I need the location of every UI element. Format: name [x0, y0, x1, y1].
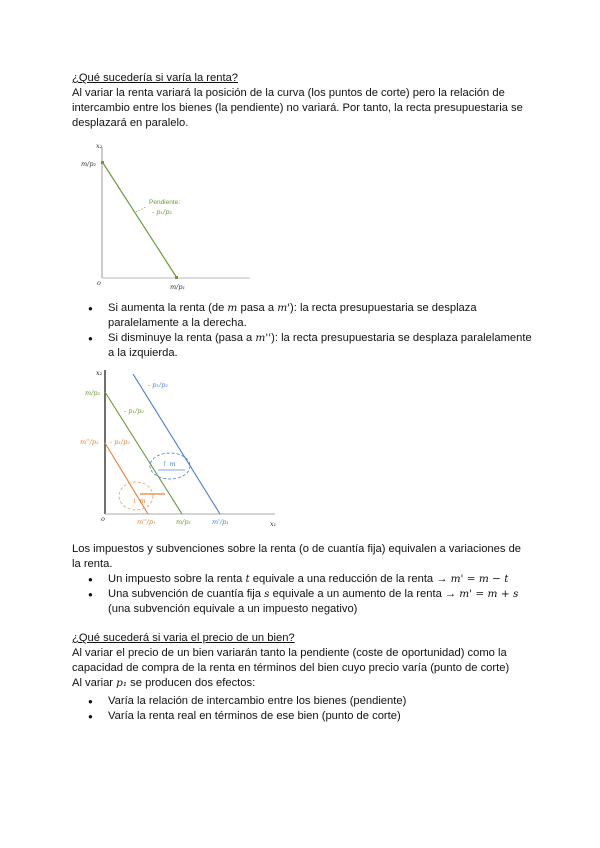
origin-label: o	[97, 279, 101, 287]
budget-line-increased	[133, 374, 220, 514]
list-item: ● Un impuesto sobre la renta t equivale a una reducción de la renta → m' = m − t	[72, 572, 532, 587]
intercept-point	[101, 161, 104, 164]
effects-intro: Al variar p₁ se producen dos efectos:	[72, 677, 256, 689]
paragraph: Al variar la renta variará la posición de la curva (los puntos de corte) pero la relación de intercambio entre los bienes (la pendiente) no variará. Por tanto, la recta presupuestaria se desplazará en paralelo.	[72, 87, 523, 129]
section-taxes	[72, 542, 532, 617]
decrease-annotation: ↓ m	[132, 497, 146, 505]
x-intercept-label: m'/p₁	[212, 518, 229, 526]
y-intercept-label: m/p₂	[85, 389, 101, 397]
slope-value: - p₁/p₂	[152, 208, 172, 216]
intercept-point	[175, 276, 178, 279]
list-item: ● Una subvención de cuantía fija s equivale a un aumento de la renta → m' = m + s (una subvención equivale a un impuesto negativo)	[72, 587, 532, 617]
list-item: ● Varía la relación de intercambio entre los bienes (pendiente)	[72, 694, 532, 709]
slope-pointer	[136, 207, 146, 212]
x-intercept-label: m/p₁	[176, 518, 192, 526]
section-heading: ¿Qué sucederá si varia el precio de un bien?	[72, 632, 295, 644]
paragraph: Al variar el precio de un bien variarán tanto la pendiente (coste de oportunidad) como la capacidad de compra de la renta en términos del bien cuyo precio varía (punto de corte)	[72, 647, 510, 674]
slope-label: Pendiente:	[149, 199, 181, 206]
figure-budget-line	[81, 142, 250, 291]
x-intercept-label: m/p₁	[170, 283, 186, 291]
decrease-ellipse	[119, 482, 153, 510]
slope-label: - p₁/p₂	[148, 381, 168, 389]
section-heading: ¿Qué sucedería si varía la renta?	[72, 72, 239, 84]
figure-income-shifts	[80, 369, 276, 528]
list-item: ● Si aumenta la renta (de m pasa a m'): la recta presupuestaria se desplaza paralelamente a la derecha.	[72, 301, 532, 331]
axis-label: x₂	[96, 142, 103, 150]
list-item: ● Varía la renta real en términos de ese bien (punto de corte)	[72, 709, 532, 724]
slope-label: - p₁/p₂	[110, 438, 130, 446]
axis-label: x₂	[96, 369, 103, 377]
increase-annotation: ↑ m	[162, 460, 176, 468]
y-intercept-label: m/p₂	[81, 160, 97, 168]
list-item: ● Si disminuye la renta (pasa a m''): la recta presupuestaria se desplaza paralelamente a la izquierda.	[72, 331, 532, 361]
slope-label: - p₁/p₂	[124, 407, 144, 415]
paragraph: Los impuestos y subvenciones sobre la renta (o de cuantía fija) equivalen a variaciones de la renta.	[72, 543, 522, 570]
origin-label: o	[101, 515, 105, 523]
budget-line	[103, 163, 177, 278]
section-price-change	[72, 631, 532, 724]
x-intercept-label: m''/p₁	[137, 518, 156, 526]
y-intercept-label: m''/p₂	[80, 438, 99, 446]
axis-label: x₁	[270, 520, 277, 528]
